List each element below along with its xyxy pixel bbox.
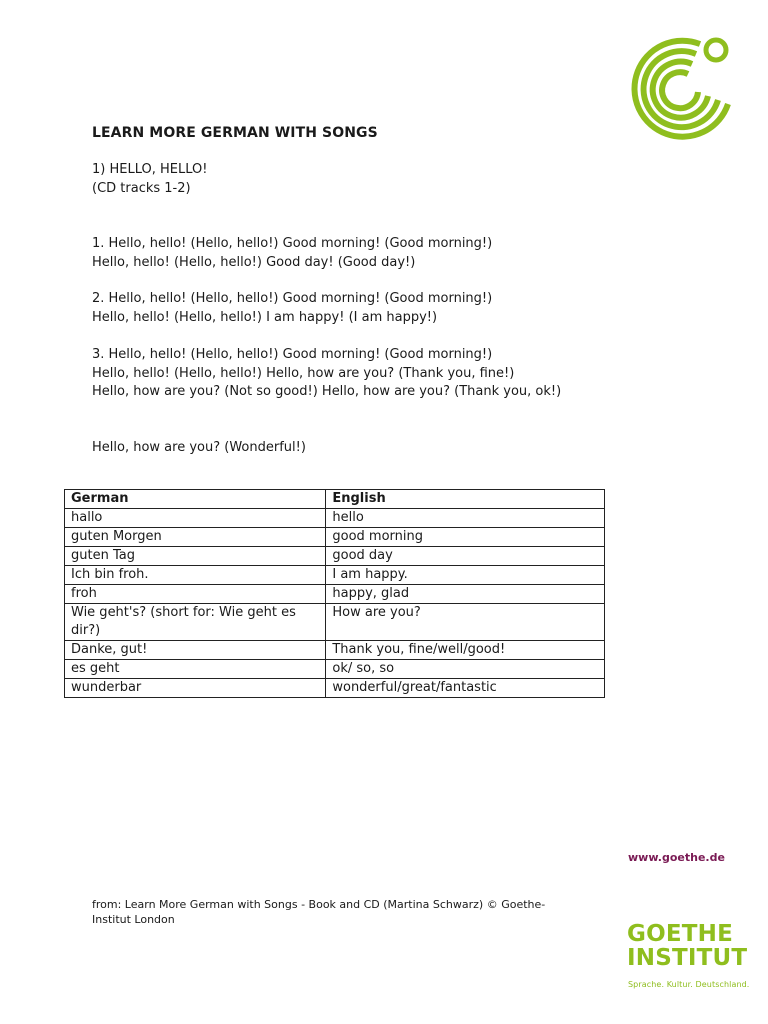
document-title: LEARN MORE GERMAN WITH SONGS bbox=[92, 125, 378, 141]
column-header-german: German bbox=[65, 490, 326, 509]
verse-line: 3. Hello, hello! (Hello, hello!) Good morning! (Good morning!) bbox=[92, 347, 493, 362]
german-cell: hallo bbox=[65, 509, 326, 528]
verse-3 bbox=[92, 346, 562, 402]
verse-line: Hello, how are you? (Wonderful!) bbox=[92, 440, 306, 455]
german-cell: guten Morgen bbox=[65, 528, 326, 547]
german-cell: guten Tag bbox=[65, 547, 326, 566]
verse-2 bbox=[92, 290, 562, 327]
english-cell: I am happy. bbox=[326, 566, 605, 585]
goethe-logo-icon bbox=[624, 30, 736, 142]
verse-4 bbox=[92, 439, 562, 458]
song-tracks: (CD tracks 1-2) bbox=[92, 180, 191, 196]
table-header-row bbox=[65, 490, 605, 509]
verse-line: 1. Hello, hello! (Hello, hello!) Good morning! (Good morning!) bbox=[92, 236, 493, 251]
verse-1 bbox=[92, 235, 562, 272]
german-cell: es geht bbox=[65, 660, 326, 679]
table-row bbox=[65, 604, 605, 641]
goethe-institut-wordmark bbox=[627, 922, 747, 970]
song-title: 1) HELLO, HELLO! bbox=[92, 162, 208, 177]
english-cell: How are you? bbox=[326, 604, 605, 641]
brand-tagline: Sprache. Kultur. Deutschland. bbox=[628, 980, 750, 989]
brand-name-line-2: INSTITUT bbox=[627, 945, 748, 971]
table-row bbox=[65, 528, 605, 547]
english-cell: good day bbox=[326, 547, 605, 566]
brand-name-line-1: GOETHE bbox=[627, 921, 733, 947]
vocabulary-table bbox=[64, 489, 605, 698]
table-row bbox=[65, 509, 605, 528]
english-cell: good morning bbox=[326, 528, 605, 547]
english-cell: happy, glad bbox=[326, 585, 605, 604]
table-row bbox=[65, 585, 605, 604]
german-cell: wunderbar bbox=[65, 679, 326, 698]
verse-line: Hello, hello! (Hello, hello!) I am happy! (I am happy!) bbox=[92, 309, 438, 325]
verse-line: Hello, how are you? (Not so good!) Hello, how are you? (Thank you, ok!) bbox=[92, 384, 562, 399]
german-cell: Danke, gut! bbox=[65, 641, 326, 660]
verse-line: 2. Hello, hello! (Hello, hello!) Good morning! (Good morning!) bbox=[92, 291, 493, 306]
english-cell: Thank you, fine/well/good! bbox=[326, 641, 605, 660]
english-cell: wonderful/great/fantastic bbox=[326, 679, 605, 698]
english-cell: hello bbox=[326, 509, 605, 528]
website-link[interactable]: www.goethe.de bbox=[628, 851, 725, 864]
table-row bbox=[65, 679, 605, 698]
table-row bbox=[65, 547, 605, 566]
verse-line: Hello, hello! (Hello, hello!) Hello, how are you? (Thank you, fine!) bbox=[92, 365, 515, 381]
verse-line: Hello, hello! (Hello, hello!) Good day! (Good day!) bbox=[92, 254, 416, 270]
column-header-english: English bbox=[326, 490, 605, 509]
german-cell: Ich bin froh. bbox=[65, 566, 326, 585]
table-row bbox=[65, 566, 605, 585]
song-heading bbox=[92, 161, 562, 198]
english-cell: ok/ so, so bbox=[326, 660, 605, 679]
german-cell: froh bbox=[65, 585, 326, 604]
table-row bbox=[65, 660, 605, 679]
german-cell: Wie geht's? (short for: Wie geht es dir?) bbox=[65, 604, 326, 641]
source-note: from: Learn More German with Songs - Book and CD (Martina Schwarz) © Goethe-Institut London bbox=[92, 898, 546, 926]
table-row bbox=[65, 641, 605, 660]
